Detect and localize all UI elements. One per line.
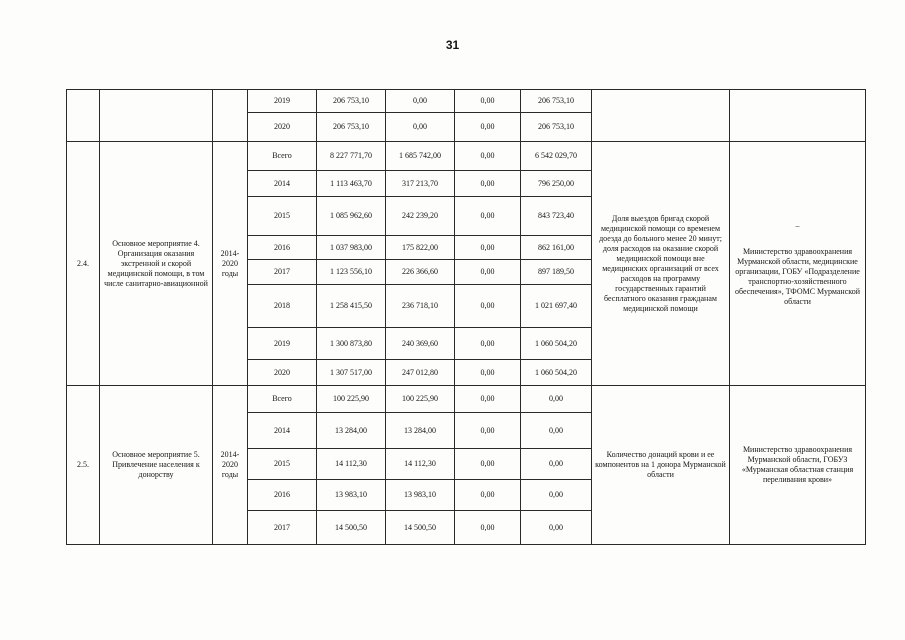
total-cell: 1 123 556,10 — [317, 260, 386, 285]
other-cell: 862 161,00 — [521, 236, 592, 260]
total-cell: 1 300 873,80 — [317, 328, 386, 360]
total-cell: 14 500,50 — [317, 511, 386, 545]
federal-cell: 14 112,30 — [386, 449, 455, 480]
other-cell: 796 250,00 — [521, 171, 592, 197]
total-cell: 1 113 463,70 — [317, 171, 386, 197]
year-cell: 2020 — [248, 113, 317, 142]
federal-cell: 175 822,00 — [386, 236, 455, 260]
total-cell: 1 307 517,00 — [317, 360, 386, 386]
regional-cell: 0,00 — [455, 142, 521, 171]
year-cell: 2017 — [248, 260, 317, 285]
federal-cell: 13 983,10 — [386, 480, 455, 511]
regional-cell: 0,00 — [455, 197, 521, 236]
other-cell: 843 723,40 — [521, 197, 592, 236]
page-number: 31 — [445, 38, 460, 52]
other-cell: 206 753,10 — [521, 90, 592, 113]
year-cell: 2019 — [248, 328, 317, 360]
total-cell: 1 085 962,60 — [317, 197, 386, 236]
other-cell: 1 060 504,20 — [521, 328, 592, 360]
executor-cell — [730, 90, 866, 142]
period-cell: 2014-2020 годы — [213, 142, 248, 386]
other-cell: 897 189,50 — [521, 260, 592, 285]
table-row — [67, 90, 866, 113]
executor-cell — [730, 142, 866, 386]
federal-cell: 247 012,80 — [386, 360, 455, 386]
year-cell: 2020 — [248, 360, 317, 386]
year-cell: 2016 — [248, 480, 317, 511]
total-cell: 206 753,10 — [317, 113, 386, 142]
year-cell: 2019 — [248, 90, 317, 113]
period-cell: 2014-2020 годы — [213, 386, 248, 545]
program-table — [66, 89, 866, 545]
year-cell: 2015 — [248, 197, 317, 236]
period-cell — [213, 90, 248, 142]
total-cell: 1 037 983,00 — [317, 236, 386, 260]
regional-cell: 0,00 — [455, 236, 521, 260]
federal-cell: 0,00 — [386, 113, 455, 142]
year-cell: 2014 — [248, 171, 317, 197]
regional-cell: 0,00 — [455, 113, 521, 142]
activity-name-cell: Основное мероприятие 4. Организация оказания экстренной и скорой медицинской помощи, в том числе санитарно-авиационной — [100, 142, 213, 386]
regional-cell: 0,00 — [455, 511, 521, 545]
year-cell: Всего — [248, 142, 317, 171]
year-cell: Всего — [248, 386, 317, 413]
federal-cell: 13 284,00 — [386, 413, 455, 449]
other-cell: 1 060 504,20 — [521, 360, 592, 386]
indicator-cell: Доля выездов бригад скорой медицинской помощи со временем доезда до больного менее 20 минут; доля расходов на оказание скорой медицинской помощи вне медицинских организаций от всех расходов на программу государственных гарантий бесплатного оказания гражданам медицинской помощи — [592, 142, 730, 386]
activity-name-cell: Основное мероприятие 5. Привлечение населения к донорству — [100, 386, 213, 545]
total-cell: 1 258 415,50 — [317, 285, 386, 328]
year-cell: 2017 — [248, 511, 317, 545]
other-cell: 206 753,10 — [521, 113, 592, 142]
other-cell: 0,00 — [521, 480, 592, 511]
federal-cell: 226 366,60 — [386, 260, 455, 285]
regional-cell: 0,00 — [455, 171, 521, 197]
regional-cell: 0,00 — [455, 449, 521, 480]
total-cell: 14 112,30 — [317, 449, 386, 480]
indicator-cell — [592, 90, 730, 142]
federal-cell: 100 225,90 — [386, 386, 455, 413]
federal-cell: 242 239,20 — [386, 197, 455, 236]
regional-cell: 0,00 — [455, 413, 521, 449]
regional-cell: 0,00 — [455, 90, 521, 113]
activity-name-cell — [100, 90, 213, 142]
total-cell: 13 983,10 — [317, 480, 386, 511]
year-cell: 2016 — [248, 236, 317, 260]
regional-cell: 0,00 — [455, 285, 521, 328]
executor-dash: – — [795, 220, 800, 230]
other-cell: 0,00 — [521, 449, 592, 480]
executor-text: Министерство здравоохранения Мурманской области, медицинские организации, ГОБУ «Подразделение транспортно-хозяйственного обеспечения», ТФОМС Мурманской области — [734, 246, 860, 306]
federal-cell: 1 685 742,00 — [386, 142, 455, 171]
other-cell: 0,00 — [521, 413, 592, 449]
federal-cell: 236 718,10 — [386, 285, 455, 328]
federal-cell: 240 369,60 — [386, 328, 455, 360]
other-cell: 0,00 — [521, 511, 592, 545]
regional-cell: 0,00 — [455, 328, 521, 360]
federal-cell: 0,00 — [386, 90, 455, 113]
row-number-cell — [67, 90, 100, 142]
row-number-cell: 2.4. — [67, 142, 100, 386]
table-row — [67, 142, 866, 171]
executor-cell: Министерство здравоохранения Мурманской области, ГОБУЗ «Мурманская областная станция переливания крови» — [730, 386, 866, 545]
table-row — [67, 386, 866, 413]
year-cell: 2015 — [248, 449, 317, 480]
total-cell: 100 225,90 — [317, 386, 386, 413]
regional-cell: 0,00 — [455, 260, 521, 285]
other-cell: 6 542 029,70 — [521, 142, 592, 171]
total-cell: 13 284,00 — [317, 413, 386, 449]
indicator-cell: Количество донаций крови и ее компонентов на 1 донора Мурманской области — [592, 386, 730, 545]
year-cell: 2018 — [248, 285, 317, 328]
federal-cell: 14 500,50 — [386, 511, 455, 545]
regional-cell: 0,00 — [455, 480, 521, 511]
regional-cell: 0,00 — [455, 360, 521, 386]
federal-cell: 317 213,70 — [386, 171, 455, 197]
other-cell: 0,00 — [521, 386, 592, 413]
row-number-cell: 2.5. — [67, 386, 100, 545]
regional-cell: 0,00 — [455, 386, 521, 413]
total-cell: 206 753,10 — [317, 90, 386, 113]
year-cell: 2014 — [248, 413, 317, 449]
other-cell: 1 021 697,40 — [521, 285, 592, 328]
total-cell: 8 227 771,70 — [317, 142, 386, 171]
